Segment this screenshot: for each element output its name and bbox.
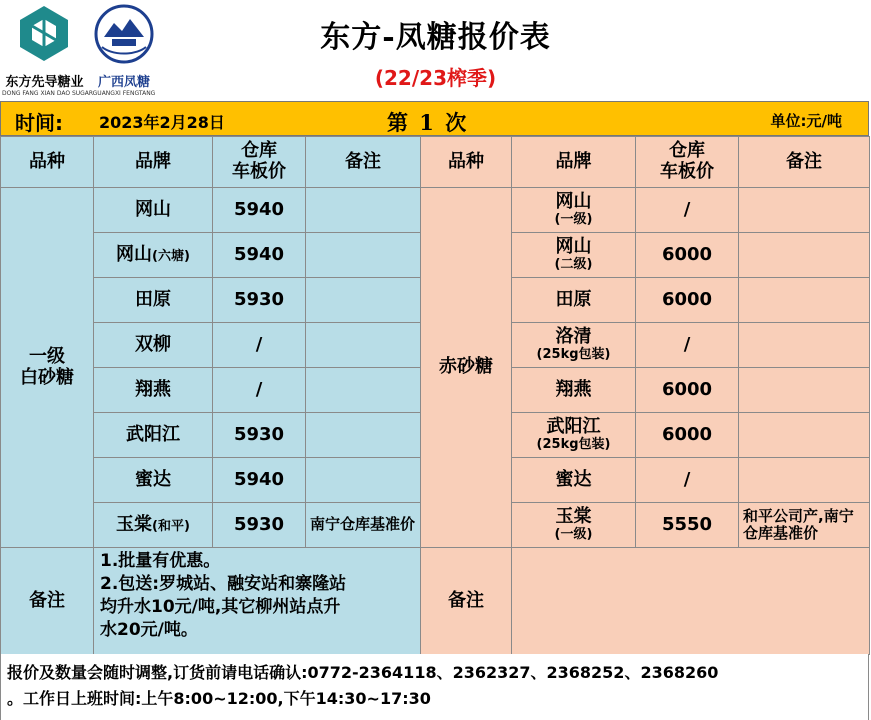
info-bar: [0, 101, 869, 136]
header-price-right-line2: 车板价: [660, 161, 714, 182]
note-cell: [306, 368, 421, 413]
note-cell: [739, 458, 870, 503]
brand-packaging: (25kg包装): [536, 436, 611, 452]
price-cell: /: [213, 368, 306, 413]
table-row: [1, 188, 870, 233]
header-price-line2: 车板价: [232, 161, 286, 182]
price-cell: /: [213, 323, 306, 368]
brand-cell: 田原: [512, 278, 636, 323]
price-table: [0, 136, 870, 655]
note-cell: [739, 413, 870, 458]
note-cell: [306, 233, 421, 278]
price-cell: 5940: [213, 188, 306, 233]
brand-cell: [512, 233, 636, 278]
remarks-label-right: 备注: [421, 548, 512, 655]
logo-left-subtitle: DONG FANG XIAN DAO SUGAR: [2, 90, 94, 97]
brand-cell: 网山: [94, 188, 213, 233]
brand-name: 网山: [555, 191, 592, 213]
note-cell: [739, 278, 870, 323]
footer-contact-line: 报价及数量会随时调整,订货前请电话确认:0772-2364118、2362327、2368252、2368260: [7, 663, 719, 682]
brand-name: 玉棠: [116, 513, 153, 535]
header-price-line1: 仓库: [241, 140, 277, 162]
brand-cell: 双柳: [94, 323, 213, 368]
note-cell: [306, 278, 421, 323]
brand-suffix: (和平): [152, 518, 190, 534]
header-variety-right: 品种: [421, 137, 512, 188]
brand-cell: [94, 233, 213, 278]
brand-grade: (一级): [554, 211, 593, 227]
brand-cell: 翔燕: [94, 368, 213, 413]
footer-hours-line: 。工作日上班时间:上午8:00~12:00,下午14:30~17:30: [7, 688, 431, 708]
remarks-label: 备注: [1, 548, 94, 655]
price-cell: 6000: [636, 278, 739, 323]
price-cell: 5940: [213, 458, 306, 503]
brand-cell: 翔燕: [512, 368, 636, 413]
brand-cell: 蜜达: [512, 458, 636, 503]
price-cell: /: [636, 458, 739, 503]
logo-right-subtitle: GUANGXI FENGTANG: [92, 90, 156, 97]
note-cell: [739, 323, 870, 368]
quote-round: 第 1 次: [387, 110, 469, 135]
brand-grade: (一级): [554, 526, 593, 542]
time-label: 时间:: [15, 111, 63, 135]
price-cell: 6000: [636, 368, 739, 413]
note-cell: [306, 458, 421, 503]
remarks-row: [1, 548, 870, 655]
note-cell: [306, 413, 421, 458]
logo-left-caption: 东方先导糖业: [5, 75, 84, 90]
brand-cell: 蜜达: [94, 458, 213, 503]
header-brand: 品牌: [94, 137, 213, 188]
price-cell: 6000: [636, 413, 739, 458]
variety-white-line2: 白砂糖: [20, 366, 74, 388]
header-note: 备注: [306, 137, 421, 188]
price-cell: 5930: [213, 503, 306, 548]
brand-suffix: (六塘): [152, 248, 190, 264]
remark-line: 2.包送:罗城站、融安站和寨隆站: [100, 573, 347, 594]
table-header-row: [1, 137, 870, 188]
price-cell: 5930: [213, 413, 306, 458]
remark-line: 水20元/吨。: [100, 619, 198, 640]
brand-packaging: (25kg包装): [536, 346, 611, 362]
header-price-right-line1: 仓库: [669, 140, 705, 162]
brand-cell: [512, 503, 636, 548]
remarks-text-right: [512, 548, 870, 655]
header: [0, 0, 871, 101]
brand-cell: [512, 413, 636, 458]
brand-name: 玉棠: [555, 506, 592, 528]
brand-name: 网山: [555, 236, 592, 258]
footer-notice: [0, 654, 869, 720]
brand-name: 洛清: [555, 326, 592, 348]
note-cell: 和平公司产,南宁仓库基准价: [739, 503, 870, 548]
brand-grade: (二级): [554, 256, 593, 272]
brand-name: 网山: [116, 243, 153, 265]
header-price-right: [636, 137, 739, 188]
variety-white-sugar: [1, 188, 94, 548]
price-cell: 5550: [636, 503, 739, 548]
variety-brown-sugar: 赤砂糖: [421, 188, 512, 548]
quote-date: 2023年2月28日: [99, 113, 225, 132]
price-cell: /: [636, 188, 739, 233]
price-cell: /: [636, 323, 739, 368]
season-subtitle: (22/23榨季): [374, 66, 497, 90]
note-cell: [739, 368, 870, 413]
header-brand-right: 品牌: [512, 137, 636, 188]
remarks-text: [94, 548, 421, 655]
brand-cell: [512, 323, 636, 368]
header-price: [213, 137, 306, 188]
brand-cell: [512, 188, 636, 233]
note-cell: [739, 233, 870, 278]
brand-cell: 武阳江: [94, 413, 213, 458]
remark-line: 1.批量有优惠。: [100, 551, 221, 571]
remark-line: 均升水10元/吨,其它柳州站点升: [100, 596, 341, 617]
note-cell: [306, 188, 421, 233]
note-cell: 南宁仓库基准价: [306, 503, 421, 548]
page-title: 东方-凤糖报价表: [320, 20, 551, 55]
price-cell: 6000: [636, 233, 739, 278]
price-unit: 单位:元/吨: [770, 112, 842, 130]
brand-cell: [94, 503, 213, 548]
brand-name: 武阳江: [546, 416, 601, 438]
note-cell: [739, 188, 870, 233]
variety-white-line1: 一级: [29, 345, 65, 367]
price-cell: 5930: [213, 278, 306, 323]
logo-right-caption: 广西凤糖: [97, 75, 150, 90]
brand-cell: 田原: [94, 278, 213, 323]
header-note-right: 备注: [739, 137, 870, 188]
note-cell: [306, 323, 421, 368]
price-cell: 5940: [213, 233, 306, 278]
header-variety: 品种: [1, 137, 94, 188]
